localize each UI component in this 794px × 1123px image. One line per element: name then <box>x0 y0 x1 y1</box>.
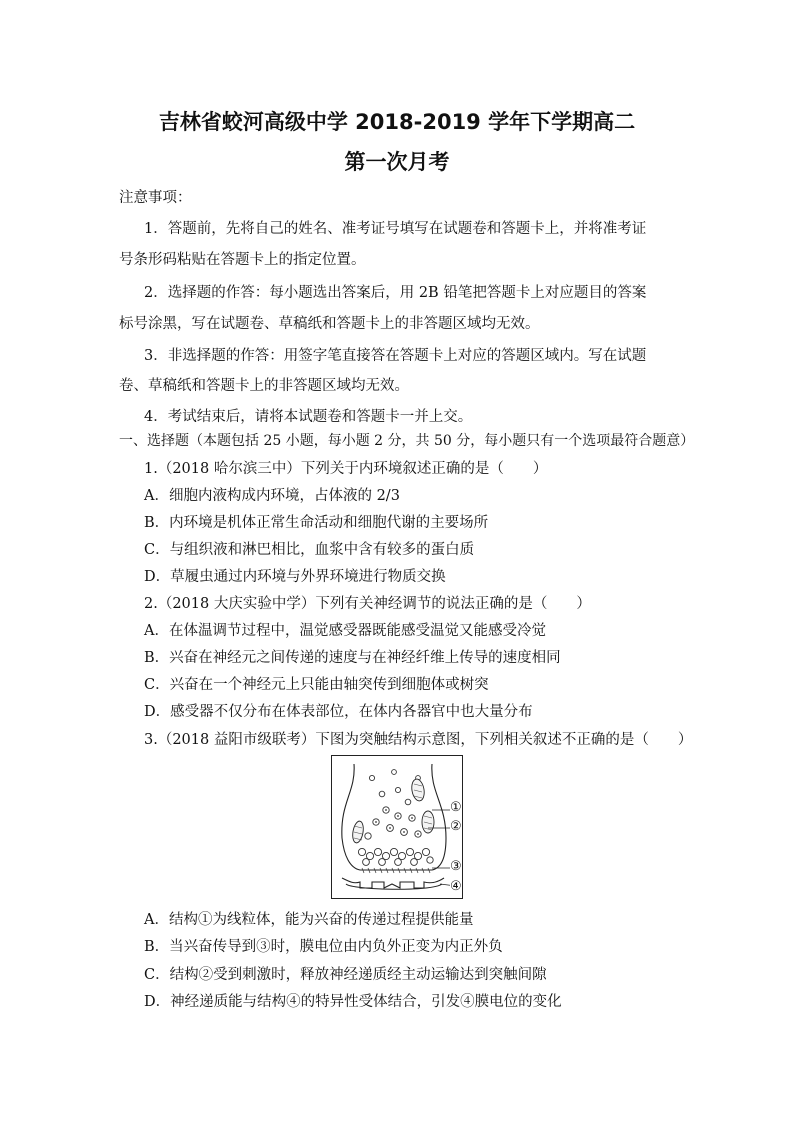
question-1-stem: 1.（2018 哈尔滨三中）下列关于内环境叙述正确的是（ ） <box>144 461 548 477</box>
synapse-diagram <box>332 756 462 898</box>
question-3-option-b: B．当兴奋传导到③时，膜电位由内负外正变为内正外负 <box>144 939 503 955</box>
notice-item: 号条形码粘贴在答题卡上的指定位置。 <box>119 252 366 268</box>
notice-item: 标号涂黑，写在试题卷、草稿纸和答题卡上的非答题区域均无效。 <box>119 316 540 332</box>
postsynaptic-membrane <box>342 878 444 888</box>
question-2-option-d: D．感受器不仅分布在体表部位，在体内各器官中也大量分布 <box>144 704 533 720</box>
notice-item: 3．非选择题的作答：用签字笔直接答在答题卡上对应的答题区域内。写在试题 <box>144 348 647 364</box>
question-1-option-d: D．草履虫通过内环境与外界环境进行物质交换 <box>144 569 446 585</box>
question-2-stem: 2.（2018 大庆实验中学）下列有关神经调节的说法正确的是（ ） <box>144 596 591 612</box>
figure-label-2: ② <box>450 819 462 834</box>
notice-item: 4．考试结束后，请将本试题卷和答题卡一并上交。 <box>144 409 473 425</box>
synapse-figure <box>331 755 463 899</box>
figure-label-1: ① <box>450 800 462 815</box>
figure-label-4: ④ <box>450 879 462 894</box>
question-3-stem: 3.（2018 益阳市级联考）下图为突触结构示意图，下列相关叙述不正确的是（ ） <box>144 732 693 748</box>
question-1-option-b: B．内环境是机体正常生命活动和细胞代谢的主要场所 <box>144 515 489 531</box>
section-heading: 一、选择题（本题包括 25 小题，每小题 2 分，共 50 分，每小题只有一个选项最符合题意） <box>119 433 695 449</box>
notice-heading: 注意事项： <box>119 190 192 206</box>
question-1-option-a: A．细胞内液构成内环境，占体液的 2/3 <box>144 488 400 504</box>
question-2-option-b: B．兴奋在神经元之间传递的速度与在神经纤维上传导的速度相同 <box>144 650 561 666</box>
notice-item: 2．选择题的作答：每小题选出答案后，用 2B 铅笔把答题卡上对应题目的答案 <box>144 285 647 301</box>
title-line-2: 第一次月考 <box>344 150 450 174</box>
notice-item: 卷、草稿纸和答题卡上的非答题区域均无效。 <box>119 378 409 394</box>
question-2-option-a: A．在体温调节过程中，温觉感受器既能感受温觉又能感受冷觉 <box>144 623 546 639</box>
figure-label-3: ③ <box>450 859 462 874</box>
question-1-option-c: C．与组织液和淋巴相比，血浆中含有较多的蛋白质 <box>144 542 475 558</box>
notice-item: 1．答题前，先将自己的姓名、准考证号填写在试题卷和答题卡上，并将准考证 <box>144 221 647 237</box>
question-2-option-c: C．兴奋在一个神经元上只能由轴突传到细胞体或树突 <box>144 677 489 693</box>
question-3-option-d: D．神经递质能与结构④的特异性受体结合，引发④膜电位的变化 <box>144 994 562 1010</box>
question-3-option-a: A．结构①为线粒体，能为兴奋的传递过程提供能量 <box>144 912 474 928</box>
question-3-option-c: C．结构②受到刺激时，释放神经递质经主动运输达到突触间隙 <box>144 967 547 983</box>
title-line-1: 吉林省蛟河高级中学 2018-2019 学年下学期高二 <box>158 110 636 134</box>
